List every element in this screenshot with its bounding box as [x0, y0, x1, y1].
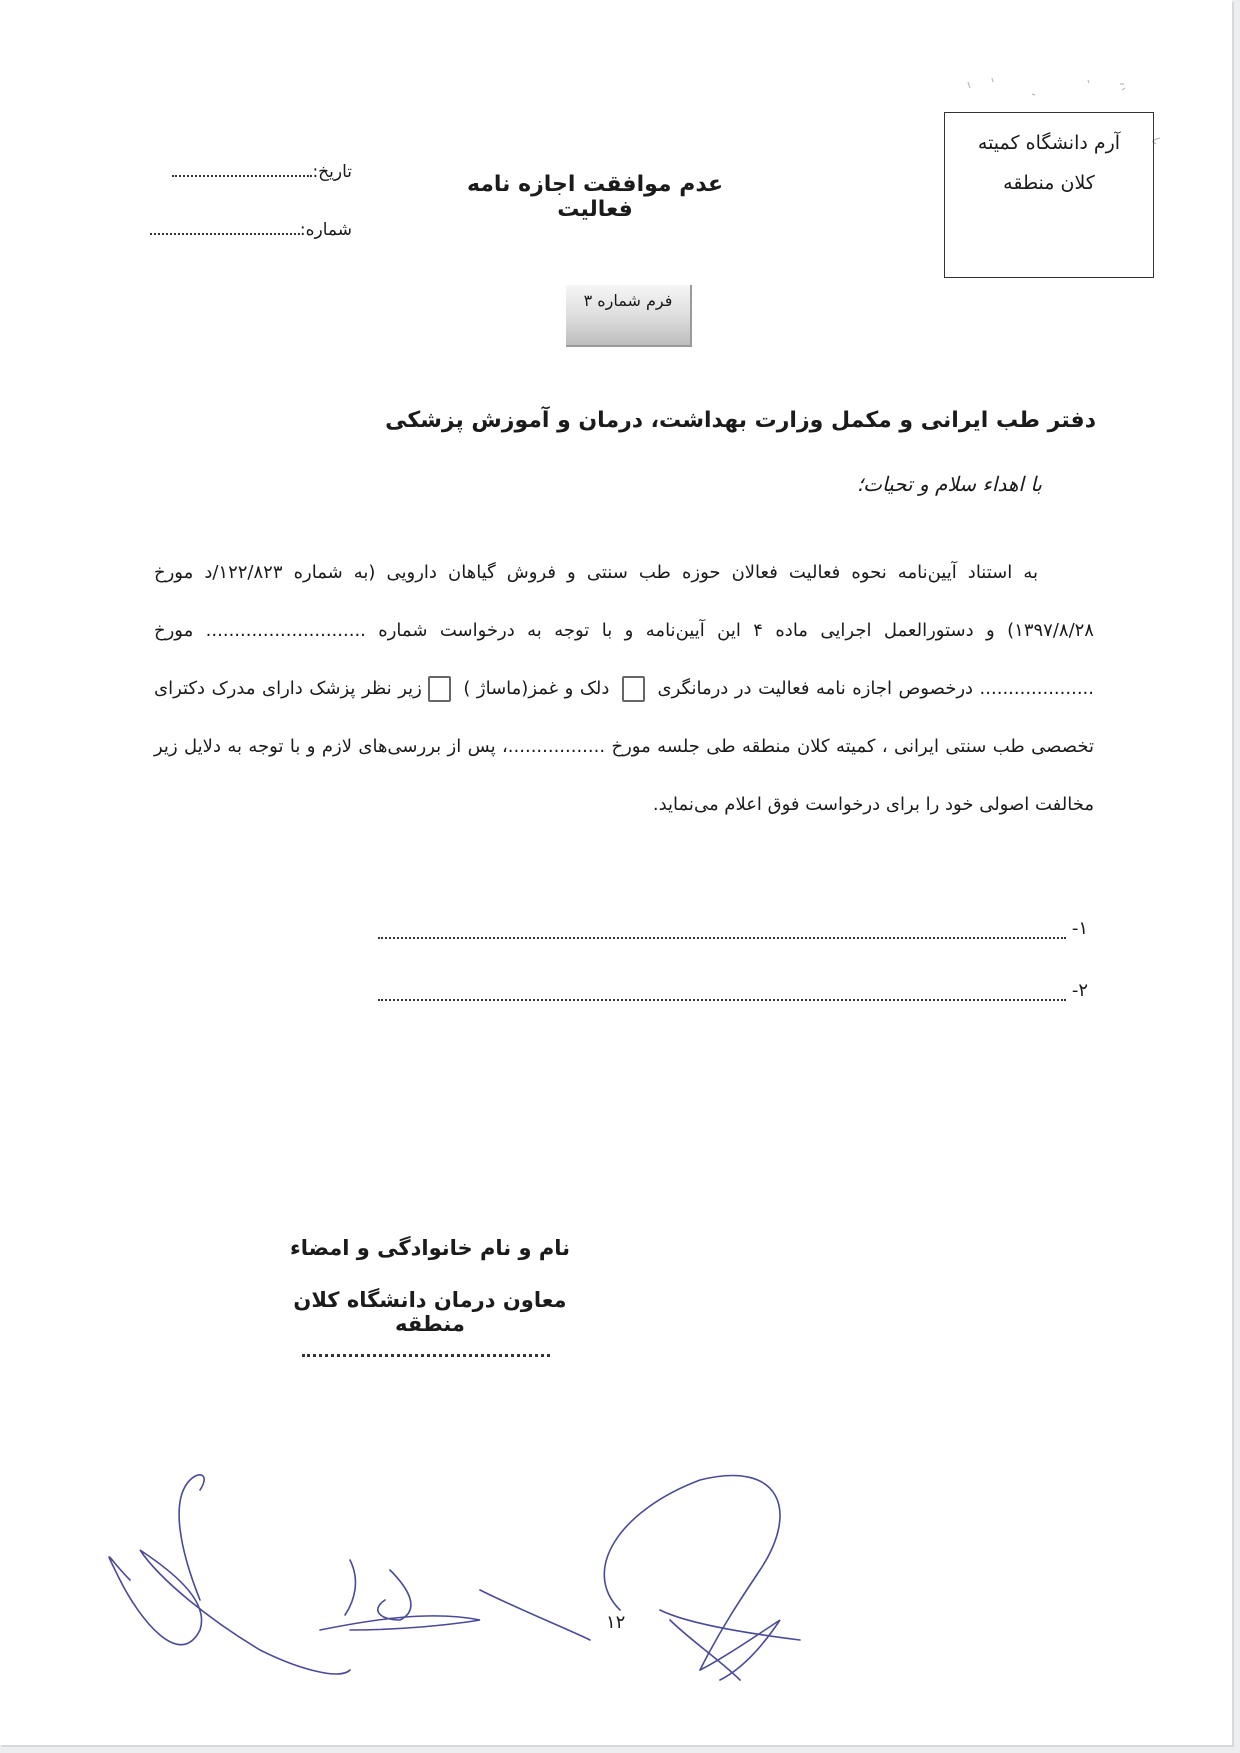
checkbox-other[interactable]	[428, 676, 451, 702]
body-paragraph	[154, 544, 1094, 834]
body-part2: زیر نظر پزشک دارای مدرک دکترای تخصصی طب سنتی ایرانی ، کمیته کلان منطقه طی جلسه مورخ .................، پس از بررسی‌های لازم و با توجه به دلایل زیر مخالفت اصولی خود را برای درخواست فوق اعلام می‌نماید.	[154, 678, 1094, 815]
signatory-title: معاون درمان دانشگاه کلان منطقه	[293, 1288, 567, 1336]
logo-box-line1: آرم دانشگاه کمیته	[977, 132, 1121, 154]
number-label: شماره:	[299, 220, 352, 240]
checkbox-massage[interactable]	[622, 676, 645, 702]
number-line	[150, 220, 352, 240]
date-line	[172, 162, 352, 182]
recipient-office: دفتر طب ایرانی و مکمل وزارت بهداشت، درمان و آموزش پزشکی	[385, 408, 1096, 433]
reason-item-2	[378, 980, 1088, 1001]
page-number: ۱۲	[606, 1612, 626, 1633]
signature-blank[interactable]	[302, 1350, 550, 1357]
reason-1-blank[interactable]	[378, 921, 1066, 939]
signatory-name-label: نام و نام خانوادگی و امضاء	[289, 1236, 570, 1260]
reason-item-1	[378, 918, 1088, 939]
greeting: با اهداء سلام و تحیات؛	[856, 472, 1042, 496]
reason-1-label: ۱-	[1071, 918, 1088, 939]
option-massage-label: دلک و غمز(ماساژ )	[463, 678, 610, 699]
university-logo-placeholder	[944, 112, 1154, 278]
date-label: تاریخ:	[312, 162, 352, 182]
logo-box-line2: کلان منطقه	[1003, 172, 1095, 194]
body-part1: به استناد آیین‌نامه نحوه فعالیت فعالان حوزه طب سنتی و فروش گیاهان دارویی (به شماره ۱۲۲/۸۲۳/د مورخ ۱۳۹۷/۸/۲۸) و دستورالعمل اجرایی ماده ۴ این آیین‌نامه و با توجه به درخواست شماره ............................ مورخ .................... درخصوص اجازه نامه فعالیت در درمانگری	[154, 562, 1094, 699]
reason-2-label: ۲-	[1071, 980, 1088, 1001]
form-number-badge: فرم شماره ۳	[566, 285, 692, 347]
handwritten-signature	[100, 1470, 860, 1700]
reason-2-blank[interactable]	[378, 983, 1066, 1001]
form-title: عدم موافقت اجازه نامه فعالیت	[466, 172, 724, 222]
